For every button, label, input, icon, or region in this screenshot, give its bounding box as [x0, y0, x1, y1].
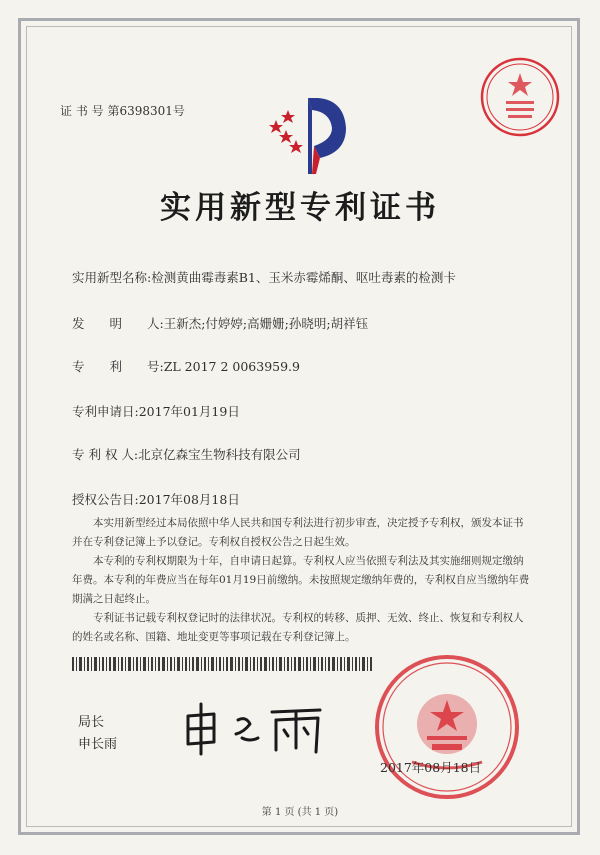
field-label: 专 利 号:	[72, 359, 164, 374]
field-grant-date	[72, 490, 240, 508]
field-value: 王新杰;付婷婷;高姗姗;孙晓明;胡祥钰	[163, 316, 369, 331]
cnipa-logo-icon	[262, 88, 354, 180]
field-value: 检测黄曲霉毒素B1、玉米赤霉烯酮、呕吐毒素的检测卡	[151, 270, 456, 285]
issue-date: 2017年08月18日	[380, 760, 482, 775]
director-block	[78, 712, 117, 756]
field-label: 专 利 权 人:	[72, 447, 139, 462]
agency-seal-icon	[478, 55, 562, 139]
field-inventors	[72, 314, 368, 332]
field-patentee	[72, 445, 301, 463]
field-value: 北京亿森宝生物科技有限公司	[138, 447, 301, 462]
page-number: 第 1 页 (共 1 页)	[261, 807, 339, 818]
field-label: 专利申请日:	[72, 404, 139, 419]
field-value: 2017年01月19日	[138, 404, 240, 419]
certificate-title: 实用新型专利证书	[160, 190, 440, 226]
field-value: 2017年08月18日	[138, 492, 240, 507]
field-utility-model-name	[72, 268, 456, 286]
field-label: 发 明 人:	[72, 316, 164, 331]
field-value: ZL 2017 2 0063959.9	[163, 359, 300, 374]
certificate-number: 证 书 号 第6398301号	[60, 104, 185, 118]
body-paragraph: 本专利的专利权期限为十年，自申请日起算。专利权人应当依照专利法及其实施细则规定缴纳年费。本专利的年费应当在每年01月19日前缴纳。未按照规定缴纳年费的，专利权自应当缴纳年费期满之日起终止。	[72, 555, 530, 605]
signature-icon	[180, 698, 330, 758]
director-name: 申长雨	[78, 737, 118, 752]
field-label: 实用新型名称:	[72, 270, 152, 285]
national-ip-office-seal-icon	[372, 652, 522, 802]
field-application-date	[72, 402, 240, 420]
body-paragraph: 专利证书记载专利权登记时的法律状况。专利权的转移、质押、无效、终止、恢复和专利权人的姓名或名称、国籍、地址变更等事项记载在专利登记簿上。	[72, 612, 524, 643]
director-title: 局长	[78, 715, 105, 730]
certificate-body	[72, 514, 532, 647]
field-label: 授权公告日:	[72, 492, 139, 507]
field-patent-number	[72, 357, 300, 375]
body-paragraph: 本实用新型经过本局依照中华人民共和国专利法进行初步审查，决定授予专利权，颁发本证书并在专利登记簿上予以登记。专利权自授权公告之日起生效。	[72, 517, 524, 548]
barcode-icon	[72, 657, 372, 671]
